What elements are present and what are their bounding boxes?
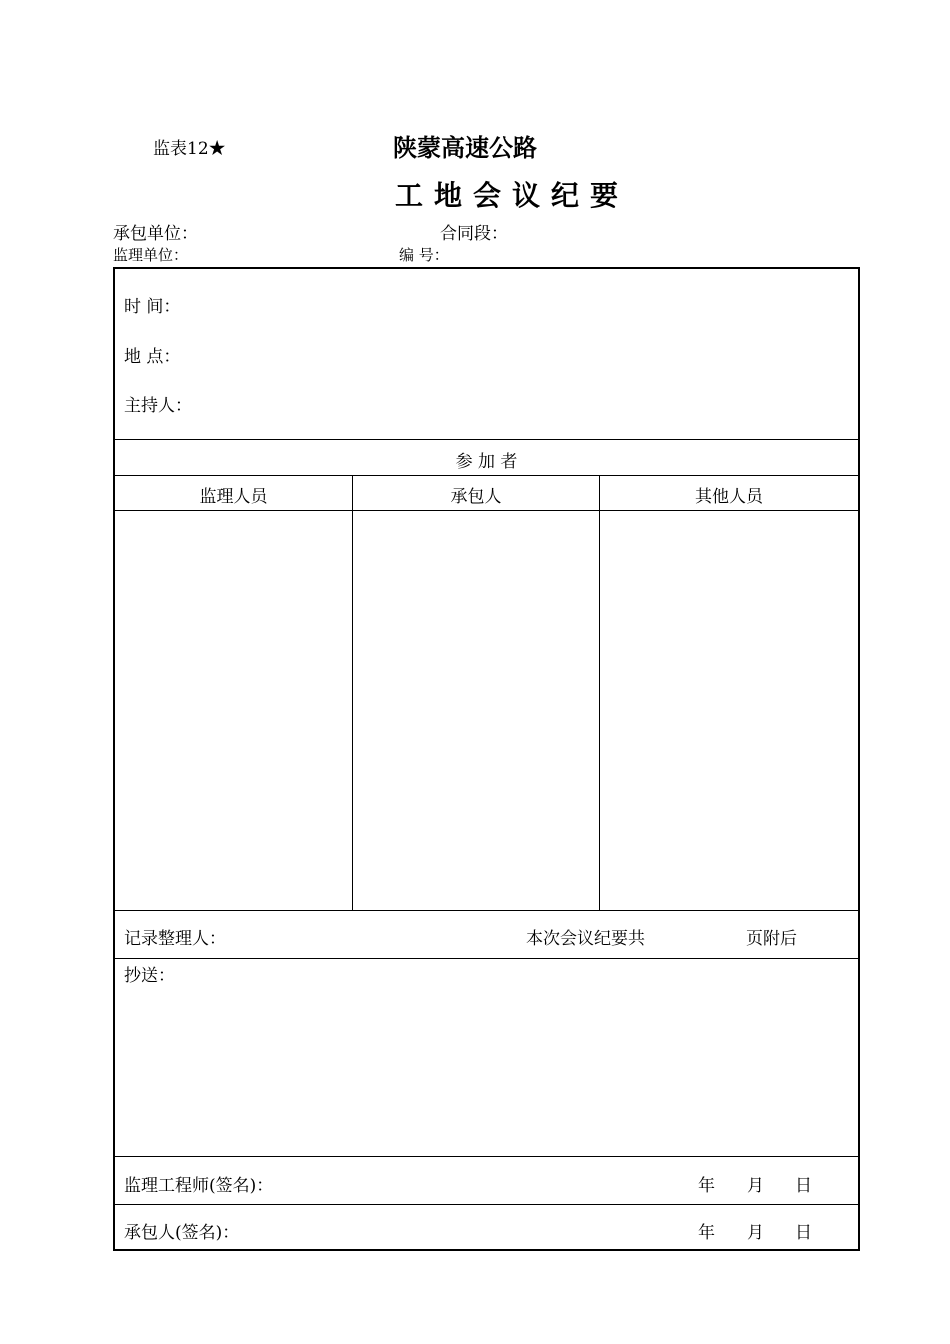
recorder-label: 记录整理人： xyxy=(124,929,226,949)
supervision-unit-label: 监理单位： xyxy=(113,246,189,264)
divider xyxy=(115,958,858,959)
divider xyxy=(115,1156,858,1157)
contractor-year-label: 年 xyxy=(698,1223,715,1243)
engineer-signature-label: 监理工程师(签名)： xyxy=(124,1176,274,1196)
participants-heading: 参 加 者 xyxy=(455,452,518,472)
contractor-list-area[interactable] xyxy=(353,511,599,910)
host-label: 主持人： xyxy=(124,396,192,416)
divider xyxy=(115,1204,858,1205)
contractor-day-label: 日 xyxy=(795,1223,812,1243)
contractor-month-label: 月 xyxy=(747,1223,764,1243)
cc-label: 抄送： xyxy=(124,966,175,986)
supervisors-list-area[interactable] xyxy=(115,511,352,910)
contract-section-label: 合同段： xyxy=(440,224,508,244)
divider xyxy=(115,910,858,911)
place-label: 地 点： xyxy=(124,347,181,367)
contractor-signature-label: 承包人(签名)： xyxy=(124,1223,240,1243)
others-list-area[interactable] xyxy=(600,511,858,910)
number-label: 编 号： xyxy=(399,246,449,264)
engineer-day-label: 日 xyxy=(795,1176,812,1196)
meeting-form-table xyxy=(113,267,860,1251)
contractor-unit-label: 承包单位： xyxy=(113,224,198,244)
column-header-others: 其他人员 xyxy=(695,487,763,507)
pages-label: 本次会议纪要共 xyxy=(526,929,645,949)
form-code: 监表12★ xyxy=(153,139,226,159)
engineer-month-label: 月 xyxy=(747,1176,764,1196)
project-name: 陕蒙高速公路 xyxy=(393,134,537,162)
column-header-supervisors: 监理人员 xyxy=(199,487,268,507)
time-label: 时 间： xyxy=(124,297,181,317)
engineer-year-label: 年 xyxy=(698,1176,715,1196)
divider xyxy=(115,439,858,440)
column-header-contractor: 承包人 xyxy=(450,487,502,507)
form-title: 工地会议纪要 xyxy=(395,179,630,212)
divider xyxy=(115,475,858,476)
attached-label: 页附后 xyxy=(746,929,797,949)
